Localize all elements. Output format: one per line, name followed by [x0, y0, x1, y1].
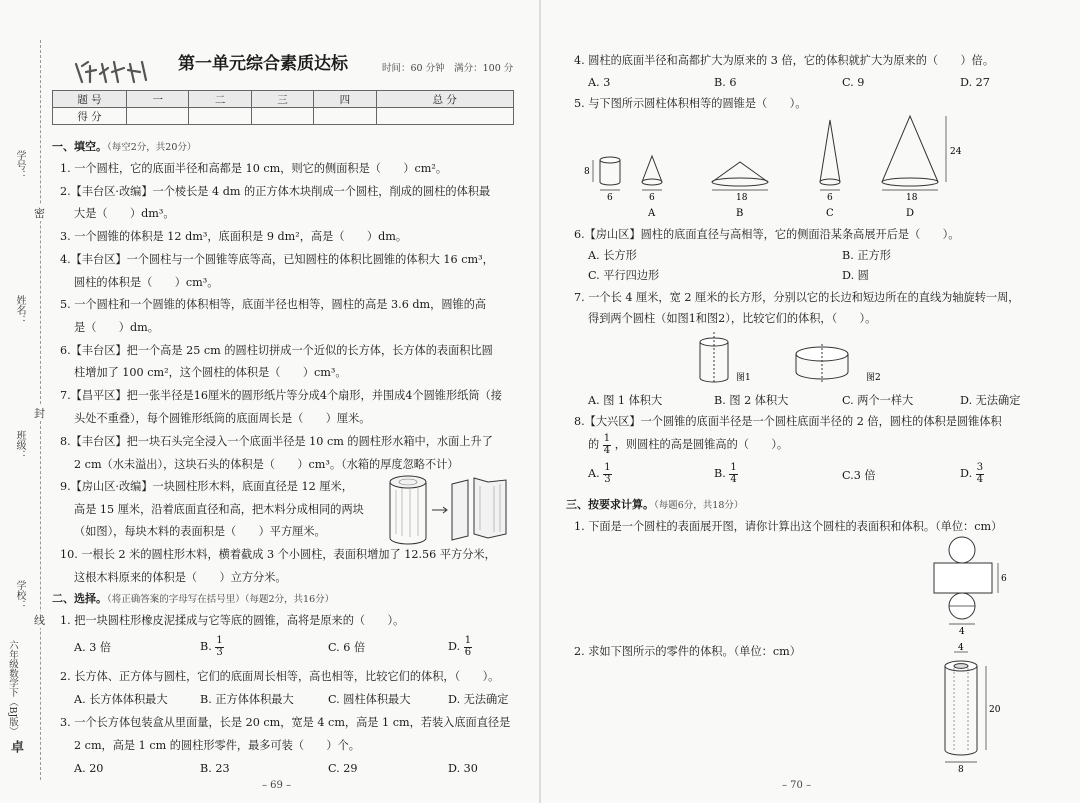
- option-letter: B.: [200, 640, 212, 653]
- cone-d: [882, 116, 946, 190]
- option-letter: B.: [714, 467, 726, 480]
- fill-q9-cont2: （如图），每块木料的表面积是（ ）平方厘米。: [74, 525, 326, 538]
- fraction-numerator: 1: [216, 635, 223, 646]
- publisher-mark: 卓: [8, 740, 23, 753]
- cylinder-fig1: [700, 332, 728, 384]
- choice-q8-opt-a: [588, 463, 612, 485]
- section-2-heading: [52, 592, 334, 605]
- section-1-heading: [52, 140, 196, 153]
- fraction-denominator: 4: [603, 444, 611, 456]
- choice-q3-opt-b: B. 23: [200, 762, 230, 775]
- fill-q7-cont: 头处不重叠），每个圆锥形纸筒的底面周长是（ ）厘米。: [74, 412, 371, 425]
- fill-q9: 9.【房山区·改编】一块圆柱形木料，底面直径是 12 厘米，: [60, 480, 353, 493]
- fraction-denominator: 4: [976, 473, 984, 485]
- choice-q4-opt-b: B. 6: [714, 76, 737, 89]
- score-input-cell[interactable]: [314, 108, 376, 125]
- fraction-numerator: 3: [976, 462, 984, 473]
- fill-q5-cont: 是（ ）dm。: [74, 321, 159, 334]
- class-label: 班级：: [14, 430, 25, 460]
- choice-q8-cont: [588, 434, 788, 456]
- choice-q2: 2. 长方体、正方体与圆柱，它们的底面周长相等，高也相等，比较它们的体积，（ ）。: [60, 670, 500, 683]
- choice-q7-opt-b: B. 图 2 体积大: [714, 394, 789, 407]
- score-cell: 得 分: [53, 108, 127, 125]
- score-input-cell[interactable]: [189, 108, 251, 125]
- section-note: （每题6分，共18分）: [654, 500, 744, 511]
- score-input-cell[interactable]: [251, 108, 313, 125]
- choice-q7-opt-a: A. 图 1 体积大: [588, 394, 663, 407]
- binding-margin: [0, 0, 48, 803]
- choice-q7-opt-d: D. 无法确定: [960, 394, 1021, 407]
- cone-a-diameter: 6: [649, 193, 655, 203]
- cones-figure: [584, 112, 970, 222]
- calc-q2: 2. 求如下图所示的零件的体积。（单位：cm）: [574, 645, 801, 658]
- time-score-meta: 时间：60 分钟 满分：100 分: [382, 63, 514, 74]
- fig-letter-d: D: [906, 208, 915, 219]
- choice-q2-opt-d: D. 无法确定: [448, 693, 509, 706]
- section-title: 二、选择。: [52, 592, 107, 605]
- score-cell: 四: [314, 91, 376, 108]
- seal-word-1: 密: [34, 207, 45, 220]
- seal-word-3: 线: [34, 614, 45, 627]
- choice-q7-opt-c: C. 两个一样大: [842, 394, 914, 407]
- page-number-left: – 69 –: [262, 780, 292, 791]
- cylinder-net-figure: [930, 536, 1020, 636]
- net-diameter-label: 4: [959, 627, 965, 637]
- choice-q4-opt-c: C. 9: [842, 76, 865, 89]
- option-letter: D.: [448, 640, 461, 653]
- fraction-denominator: 4: [730, 473, 737, 485]
- hollow-part-figure: [930, 643, 1010, 775]
- cylinder-fig2: [796, 344, 848, 384]
- fig-letter-c: C: [826, 208, 834, 219]
- student-number-label: 学号：: [14, 150, 25, 180]
- fraction: [729, 463, 737, 485]
- fill-q2-cont: 大是（ ）dm³。: [74, 207, 175, 220]
- section-title: 一、填空。: [52, 140, 107, 153]
- calc-q1: 1. 下面是一个圆柱的表面展开图，请你计算出这个圆柱的表面积和体积。（单位：cm）: [574, 520, 1003, 533]
- section-note: （每空2分，共20分）: [107, 142, 197, 153]
- fill-q5: 5. 一个圆柱和一个圆锥的体积相等，底面半径也相等，圆柱的高是 3.6 dm，圆锥的高: [60, 298, 487, 311]
- fraction: [976, 463, 984, 485]
- fill-q8: 8.【丰台区】把一块石头完全浸入一个底面半径是 10 cm 的圆柱形水箱中，水面上升了: [60, 435, 493, 448]
- fig2-label: 图2: [866, 373, 881, 383]
- choice-q6-opt-b: B. 正方形: [842, 249, 891, 262]
- choice-q1-opt-b: [200, 636, 224, 658]
- fraction-numerator: 1: [604, 462, 611, 473]
- fig1-label: 图1: [736, 373, 751, 383]
- choice-q8-opt-c: C.3 倍: [842, 469, 876, 482]
- choice-q2-opt-a: A. 长方体体积最大: [74, 693, 168, 706]
- fraction: [603, 463, 611, 485]
- stem-text: ，则圆柱的高是圆锥高的（ ）。: [614, 438, 789, 451]
- choice-q4: 4. 圆柱的底面半径和高都扩大为原来的 3 倍，它的体积就扩大为原来的（ ）倍。: [574, 54, 995, 67]
- right-page: [540, 0, 1080, 803]
- choice-q4-opt-a: A. 3: [588, 76, 611, 89]
- part-height-label: 20: [989, 705, 1001, 715]
- fill-q9-cont1: 高是 15 厘米，沿着底面直径和高，把木料分成相同的两块: [74, 503, 364, 516]
- fill-q7: 7.【昌平区】把一张半径是16厘米的圆形纸片等分成4个扇形，并围成4个圆锥形纸筒（接: [60, 389, 502, 402]
- fig-letter-a: A: [648, 208, 656, 219]
- score-cell: 三: [251, 91, 313, 108]
- cone-c-diameter: 6: [827, 193, 833, 203]
- option-letter: D.: [960, 467, 973, 480]
- choice-q7: 7. 一个长 4 厘米，宽 2 厘米的长方形，分别以它的长边和短边所在的直线为轴旋转一周，: [574, 291, 1020, 304]
- section-title: 三、按要求计算。: [566, 498, 654, 511]
- cone-d-height: 24: [950, 147, 962, 157]
- fraction: [464, 636, 472, 658]
- choice-q1: 1. 把一块圆柱形橡皮泥揉成与它等底的圆锥，高将是原来的（ ）。: [60, 614, 405, 627]
- choice-q3: 3. 一个长方体包装盒从里面量，长是 20 cm，宽是 4 cm，高是 1 cm，若装入底面直径是: [60, 716, 511, 729]
- score-cell: 总 分: [376, 91, 514, 108]
- choice-q8: 8.【大兴区】一个圆锥的底面半径是一个圆柱底面半径的 2 倍，圆柱的体积是圆锥体积: [574, 415, 1002, 428]
- cone-c: [820, 120, 840, 190]
- choice-q6-opt-d: D. 圆: [842, 269, 869, 282]
- wood-log-figure: [388, 474, 518, 548]
- score-cell: 一: [127, 91, 189, 108]
- choice-q4-opt-d: D. 27: [960, 76, 990, 89]
- fraction: [215, 636, 223, 658]
- cyl-height-label: 8: [584, 167, 590, 177]
- rotation-cylinders-figure: [690, 330, 900, 386]
- reference-cylinder: [593, 157, 620, 190]
- cone-b: [712, 162, 768, 190]
- fill-q4-cont: 圆柱的体积是（ ）cm³。: [74, 276, 219, 289]
- choice-q1-opt-d: [448, 636, 472, 658]
- score-cell: 题 号: [53, 91, 127, 108]
- logo-icon: [72, 58, 152, 84]
- fill-q10-cont: 这根木料原来的体积是（ ）立方分米。: [74, 571, 287, 584]
- net-height-label: 6: [1001, 574, 1007, 584]
- page-title: 第一单元综合素质达标: [178, 54, 348, 74]
- score-table: [52, 90, 514, 125]
- fill-q10: 10. 一根长 2 米的圆柱形木料，横着截成 3 个小圆柱，表面积增加了 12.56 平方分米，: [60, 548, 496, 561]
- fill-q1: 1. 一个圆柱，它的底面半径和高都是 10 cm，则它的侧面积是（ ）cm²。: [60, 162, 448, 175]
- score-table-score-row: [53, 108, 514, 125]
- choice-q6-opt-c: C. 平行四边形: [588, 269, 660, 282]
- option-letter: A.: [588, 467, 600, 480]
- fig-letter-b: B: [736, 208, 744, 219]
- cone-a: [642, 156, 662, 190]
- name-label: 姓名：: [14, 295, 25, 325]
- seal-word-2: 封: [34, 407, 45, 420]
- score-table-header-row: [53, 91, 514, 108]
- choice-q3-opt-d: D. 30: [448, 762, 478, 775]
- choice-q8-opt-b: [714, 463, 738, 485]
- fraction-numerator: 1: [730, 462, 737, 473]
- fraction-numerator: 1: [603, 433, 611, 444]
- book-name: 六年级数学下（BJ版）: [7, 640, 18, 737]
- choice-q6: 6.【房山区】圆柱的底面直径与高相等，它的侧面沿某条高展开后是（ ）。: [574, 228, 960, 241]
- choice-q8-opt-d: [960, 463, 984, 485]
- part-top-label: 4: [958, 643, 964, 653]
- fill-q6-cont: 柱增加了 100 cm²，这个圆柱的体积是（ ）cm³。: [74, 366, 347, 379]
- part-bottom-label: 8: [958, 765, 964, 775]
- choice-q1-opt-c: C. 6 倍: [328, 641, 366, 654]
- fill-q8-cont: 2 cm（水未溢出），这块石头的体积是（ ）cm³。（水箱的厚度忽略不计）: [74, 458, 459, 471]
- fill-q2: 2.【丰台区·改编】一个棱长是 4 dm 的正方体木块削成一个圆柱，削成的圆柱的体积最: [60, 185, 491, 198]
- choice-q1-opt-a: A. 3 倍: [74, 641, 112, 654]
- fill-q6: 6.【丰台区】把一个高是 25 cm 的圆柱切拼成一个近似的长方体，长方体的表面积比圆: [60, 344, 493, 357]
- section-note: （将正确答案的字母写在括号里）（每题2分，共16分）: [107, 594, 335, 605]
- choice-q3-cont: 2 cm，高是 1 cm 的圆柱形零件，最多可装（ ）个。: [74, 739, 360, 752]
- fraction: [603, 434, 611, 456]
- choice-q5: 5. 与下图所示圆柱体积相等的圆锥是（ ）。: [574, 97, 807, 110]
- choice-q7-cont: 得到两个圆柱（如图1和图2），比较它们的体积，（ ）。: [588, 312, 877, 325]
- fraction-numerator: 1: [464, 635, 472, 646]
- choice-q2-opt-c: C. 圆柱体积最大: [328, 693, 411, 706]
- school-label: 学校：: [14, 580, 25, 610]
- fraction-denominator: 6: [464, 646, 472, 658]
- score-cell: 二: [189, 91, 251, 108]
- choice-q2-opt-b: B. 正方体体积最大: [200, 693, 294, 706]
- cyl-diameter-label: 6: [607, 193, 613, 203]
- choice-q3-opt-c: C. 29: [328, 762, 358, 775]
- score-input-cell[interactable]: [376, 108, 514, 125]
- fraction-denominator: 3: [216, 646, 223, 658]
- page-number-right: – 70 –: [782, 780, 812, 791]
- cone-b-diameter: 18: [736, 193, 748, 203]
- score-input-cell[interactable]: [127, 108, 189, 125]
- fraction-denominator: 3: [604, 473, 611, 485]
- fill-q4: 4.【丰台区】一个圆柱与一个圆锥等底等高，已知圆柱的体积比圆锥的体积大 16 cm³，: [60, 253, 494, 266]
- choice-q3-opt-a: A. 20: [74, 762, 104, 775]
- choice-q6-opt-a: A. 长方形: [588, 249, 637, 262]
- section-3-heading: [566, 498, 743, 511]
- fill-q3: 3. 一个圆锥的体积是 12 dm³，底面积是 9 dm²，高是（ ）dm。: [60, 230, 408, 243]
- stem-text: 的: [588, 438, 600, 451]
- cone-d-diameter: 18: [906, 193, 918, 203]
